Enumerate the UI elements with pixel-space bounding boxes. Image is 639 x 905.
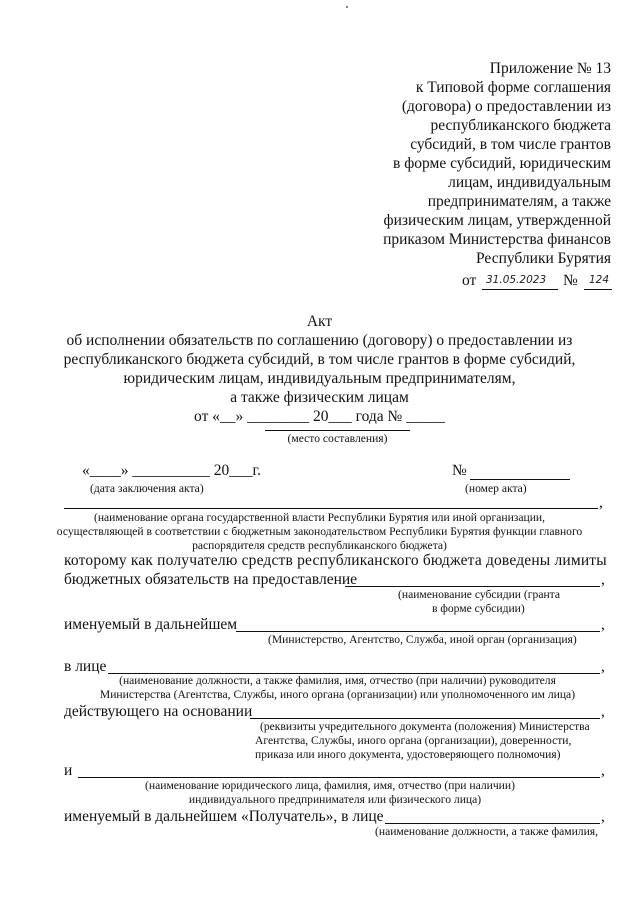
- comma: ,: [601, 658, 605, 675]
- basis-caption-line: (реквизиты учредительного документа (положения) Министерства: [260, 720, 590, 733]
- budget-paragraph-line: бюджетных обязательств на предоставление: [64, 571, 358, 588]
- and-label: и: [64, 762, 73, 779]
- act-heading: Акт: [306, 313, 333, 330]
- recipient-caption-line: индивидуального предпринимателя или физического лица): [188, 793, 482, 806]
- subsidy-field-line: [345, 586, 600, 587]
- act-title-line: а также физическим лицам: [230, 389, 409, 406]
- comma: ,: [601, 616, 605, 633]
- subsidy-caption-line: в форме субсидии): [432, 602, 525, 615]
- hereinafter-label: именуемый в дальнейшем: [64, 616, 238, 633]
- ministry-caption: (Министерство, Агентство, Служба, иной орган (организация): [268, 633, 577, 646]
- comma: ,: [601, 571, 605, 588]
- subsidy-caption-line: (наименование субсидии (гранта: [398, 588, 561, 601]
- budget-paragraph-line: которому как получателю средств республиканского бюджета доведены лимиты: [64, 552, 607, 569]
- act-title-line: об исполнении обязательств по соглашению (договору) о предоставлении из: [66, 332, 573, 349]
- hereinafter-field-line: [236, 631, 600, 632]
- act-number-caption: (номер акта): [465, 482, 527, 495]
- comma: ,: [599, 494, 603, 511]
- recipient-person-field-line: [385, 823, 600, 824]
- appendix-line: субсидий, в том числе грантов: [410, 136, 611, 153]
- head-caption-line: Министерства (Агентства, Службы, иного органа (организации) или уполномоченного им лица): [99, 688, 576, 701]
- acting-basis-label: действующего на основании: [64, 703, 253, 720]
- appendix-line: физическим лицам, утвержденной: [383, 212, 611, 229]
- act-date-caption: (дата заключения акта): [90, 482, 204, 495]
- approval-date-handwritten: 31.05.2023: [486, 274, 547, 286]
- organization-caption-line: распорядителя средств республиканского бюджета): [192, 539, 447, 552]
- appendix-line: (договора) о предоставлении из: [401, 98, 611, 115]
- organization-field-line: [64, 508, 598, 509]
- recipient-caption-line: (наименование юридического лица, фамилия, имя, отчество (при наличии): [145, 779, 515, 792]
- basis-caption-line: приказа или иного документа, удостоверяющего полномочия): [255, 748, 561, 761]
- act-date-line: от «__» ________ 20___ года № _____: [194, 408, 445, 425]
- appendix-line: приказом Министерства финансов: [383, 231, 611, 248]
- appendix-line: Республики Бурятия: [476, 250, 611, 267]
- appendix-line: в форме субсидий, юридическим: [393, 155, 611, 172]
- act-date-field: «____» __________ 20___г.: [82, 462, 261, 479]
- basis-field-line: [250, 718, 600, 719]
- approval-date-line: [482, 289, 558, 290]
- basis-caption-line: Агентства, Службы, иного органа (организации), доверенности,: [255, 734, 572, 747]
- in-person-label: в лице: [64, 658, 107, 675]
- appendix-line: Приложение № 13: [489, 60, 611, 77]
- act-number-line: [470, 479, 570, 480]
- place-caption: (место составления): [287, 432, 388, 445]
- act-title-line: республиканского бюджета субсидий, в том числе грантов в форме субсидий,: [63, 351, 576, 368]
- appendix-line: республиканского бюджета: [430, 117, 611, 134]
- appendix-line: предпринимателям, а также: [427, 193, 611, 210]
- approval-from-label: от: [462, 272, 477, 289]
- comma: ,: [601, 762, 605, 779]
- recipient-person-label: именуемый в дальнейшем «Получатель», в лице: [64, 808, 384, 825]
- head-caption-line: (наименование должности, а также фамилия, имя, отчество (при наличии) руководителя: [119, 674, 556, 687]
- comma: ,: [601, 703, 605, 720]
- approval-number-label: №: [563, 272, 578, 289]
- act-number-label: №: [452, 462, 467, 479]
- appendix-line: лицам, индивидуальным: [448, 174, 611, 191]
- organization-caption-line: (наименование органа государственной власти Республики Бурятия или иной организации,: [93, 511, 546, 524]
- scan-speck: [346, 6, 348, 8]
- approval-number-line: [584, 289, 612, 290]
- act-title-line: юридическим лицам, индивидуальным предпринимателям,: [123, 370, 516, 387]
- recipient-field-line: [78, 777, 600, 778]
- organization-caption-line: осуществляющей в соответствии с бюджетным законодательством Республики Бурятия функции главного: [56, 525, 583, 538]
- approval-number-handwritten: 124: [589, 274, 610, 286]
- last-caption: (наименование должности, а также фамилия,: [375, 825, 599, 838]
- comma: ,: [601, 808, 605, 825]
- place-field-line: [265, 430, 410, 431]
- appendix-line: к Типовой форме соглашения: [415, 79, 611, 96]
